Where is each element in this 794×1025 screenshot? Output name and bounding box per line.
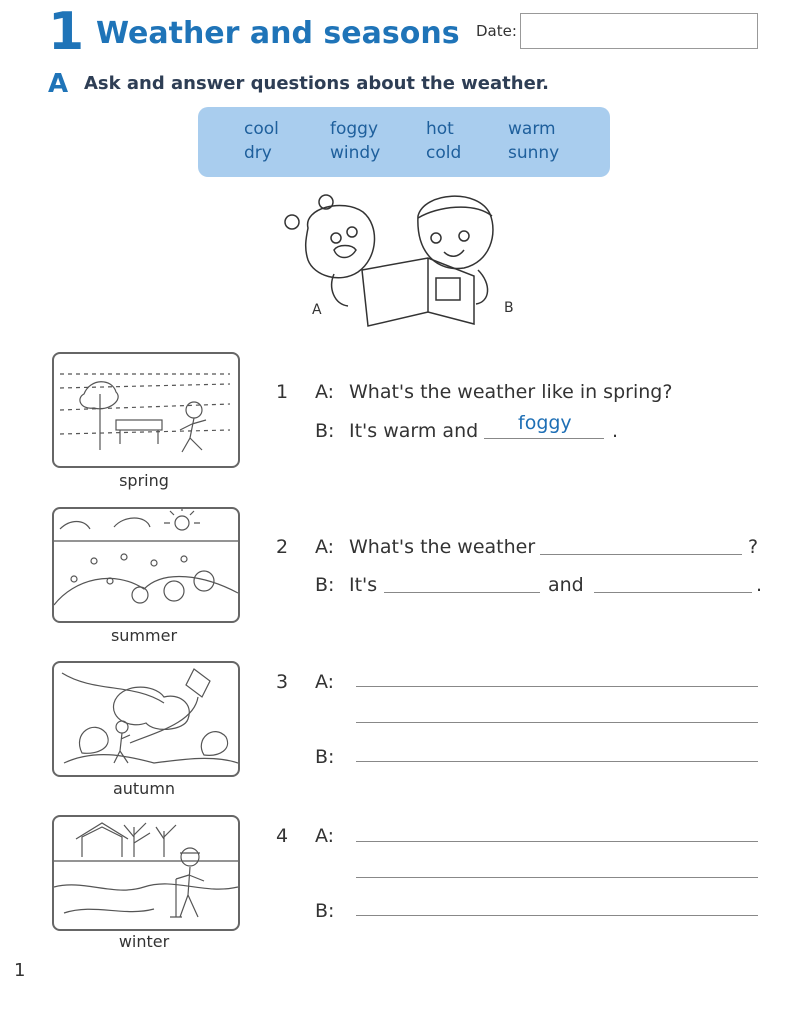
word-bank-item: foggy bbox=[330, 119, 379, 139]
word-bank-item: sunny bbox=[508, 143, 560, 163]
character-a-label: A bbox=[312, 302, 322, 318]
word-bank-item: warm bbox=[508, 119, 556, 139]
question-mark: ? bbox=[748, 536, 759, 558]
and-word: and bbox=[548, 574, 584, 596]
period: . bbox=[756, 574, 763, 596]
page-number: 1 bbox=[14, 960, 26, 981]
answer-line[interactable] bbox=[384, 592, 540, 593]
winter-picture bbox=[52, 815, 240, 931]
word-bank-item: dry bbox=[244, 143, 272, 163]
autumn-picture bbox=[52, 661, 240, 777]
question-1-a-text: What's the weather like in spring? bbox=[349, 381, 673, 403]
date-field[interactable] bbox=[520, 13, 758, 49]
question-number: 4 bbox=[276, 825, 289, 847]
unit-title: Weather and seasons bbox=[96, 16, 460, 51]
speaker-b-label: B: bbox=[315, 900, 335, 922]
period: . bbox=[612, 420, 619, 442]
answer-line[interactable] bbox=[356, 841, 758, 842]
characters-illustration bbox=[278, 188, 518, 340]
question-number: 1 bbox=[276, 381, 289, 403]
speaker-a-label: A: bbox=[315, 671, 335, 693]
question-2-b-text: It's bbox=[349, 574, 378, 596]
speaker-a-label: A: bbox=[315, 536, 335, 558]
answer-line[interactable] bbox=[540, 554, 742, 555]
speaker-a-label: A: bbox=[315, 825, 335, 847]
answer-line[interactable] bbox=[356, 722, 758, 723]
word-bank-item: hot bbox=[426, 119, 454, 139]
speaker-b-label: B: bbox=[315, 746, 335, 768]
summer-picture bbox=[52, 507, 240, 623]
season-label-winter: winter bbox=[118, 932, 170, 951]
unit-number: 1 bbox=[48, 2, 85, 62]
spring-picture bbox=[52, 352, 240, 468]
word-bank bbox=[198, 107, 610, 177]
answer-line[interactable] bbox=[356, 877, 758, 878]
question-number: 2 bbox=[276, 536, 289, 558]
word-bank-item: cold bbox=[426, 143, 462, 163]
season-label-summer: summer bbox=[110, 626, 178, 645]
date-label: Date: bbox=[476, 22, 517, 40]
question-number: 3 bbox=[276, 671, 289, 693]
speaker-b-label: B: bbox=[315, 574, 335, 596]
section-letter: A bbox=[48, 69, 69, 99]
season-label-autumn: autumn bbox=[112, 779, 176, 798]
answer-line[interactable] bbox=[356, 915, 758, 916]
speaker-a-label: A: bbox=[315, 381, 335, 403]
question-2-a-text: What's the weather bbox=[349, 536, 536, 558]
question-1-b-text: It's warm and bbox=[349, 420, 479, 442]
character-b-label: B bbox=[504, 300, 514, 316]
answer-line[interactable] bbox=[594, 592, 752, 593]
season-label-spring: spring bbox=[119, 471, 169, 490]
answer-line[interactable] bbox=[356, 686, 758, 687]
speaker-b-label: B: bbox=[315, 420, 335, 442]
answer-line[interactable] bbox=[484, 438, 604, 439]
example-answer: foggy bbox=[518, 412, 572, 434]
section-instruction: Ask and answer questions about the weather. bbox=[84, 73, 549, 94]
word-bank-item: windy bbox=[330, 143, 381, 163]
answer-line[interactable] bbox=[356, 761, 758, 762]
word-bank-item: cool bbox=[244, 119, 279, 139]
